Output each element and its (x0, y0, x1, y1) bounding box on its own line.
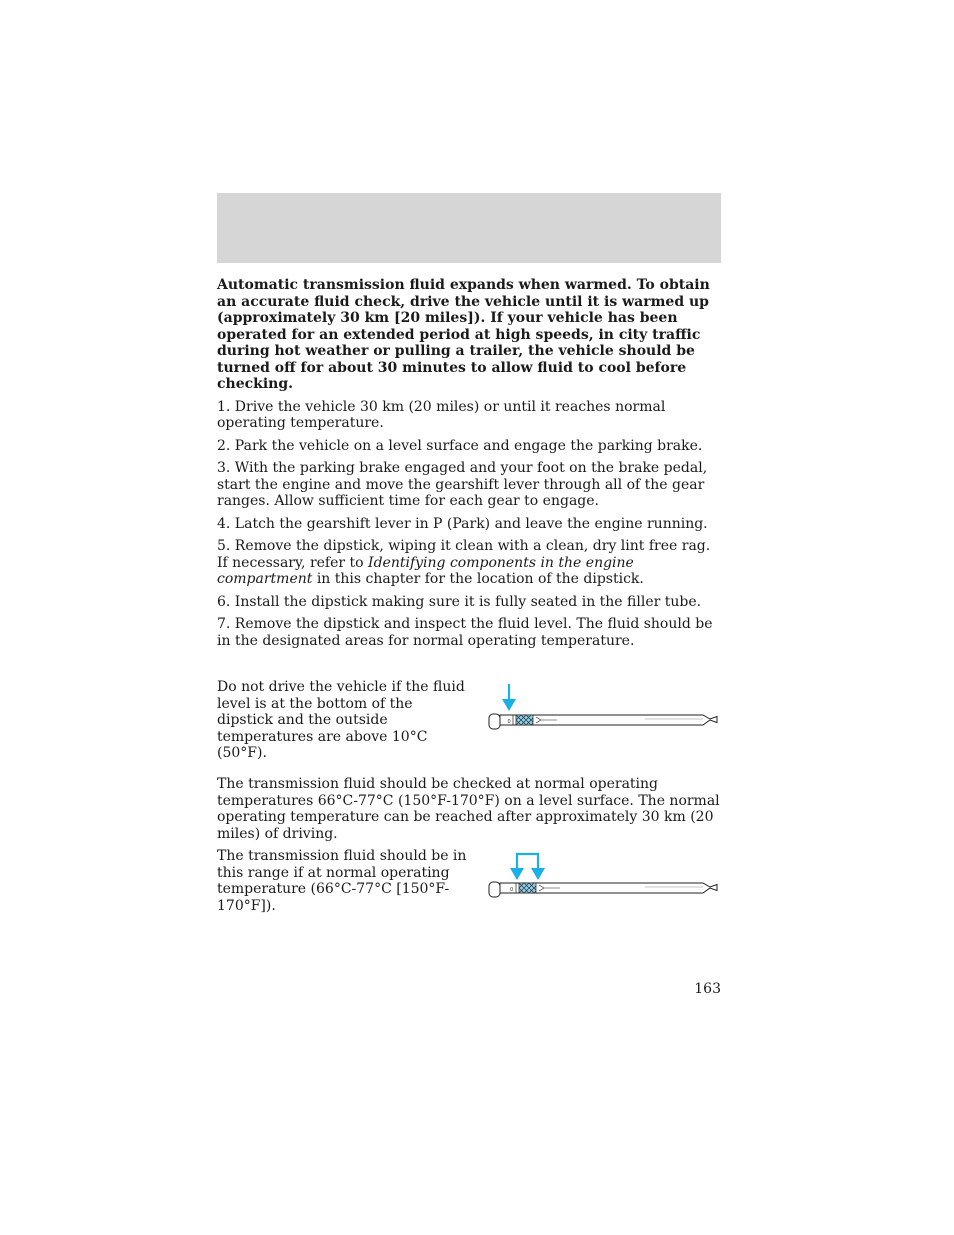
step-6: 6. Install the dipstick making sure it is fully seated in the filler tube. (217, 593, 702, 610)
section-header-band (217, 193, 721, 263)
normal-temperature-text: The transmission fluid should be checked at normal operating temperatures 66°C-77°C (150°F-170°F) on a level surface. The normal operating temperature can be reached after approximately 30 km (20 miles) of driving. (217, 776, 720, 842)
step-1: 1. Drive the vehicle 30 km (20 miles) or until it reaches normal operating temperature. (217, 398, 666, 431)
low-level-arrow-icon (502, 684, 516, 711)
svg-text:0: 0 (510, 887, 514, 893)
warning-text: Automatic transmission fluid expands when warmed. To obtain an accurate fluid check, drive the vehicle until it is warmed up (approximately 30 km [20 miles]). If your vehicle has been operated for an extended period at high speeds, in city traffic during hot weather or pulling a trailer, the vehicle should be turned off for about 30 minutes to allow fluid to cool before checking. (217, 277, 710, 392)
step-5-text-end: in this chapter for the location of the dipstick. (312, 571, 644, 587)
dipstick-low-diagram (485, 683, 725, 733)
figure-normal-range-caption: The transmission fluid should be in this range if at normal operating temperature (66°C-77°C [150°F-170°F]). (217, 848, 467, 914)
figure-low-level (217, 679, 723, 761)
main-content (217, 277, 723, 655)
step-5-text: 5. Remove the dipstick, wiping it clean with a clean, dry lint free rag. If necessary, refer to (217, 538, 711, 571)
step-5 (217, 538, 723, 588)
step-3: 3. With the parking brake engaged and your foot on the brake pedal, start the engine and move the gearshift lever through all of the gear ranges. Allow sufficient time for each gear to engage. (217, 460, 708, 509)
step-7: 7. Remove the dipstick and inspect the fluid level. The fluid should be in the designated areas for normal operating temperature. (217, 616, 713, 649)
figure-normal-range (217, 848, 723, 918)
svg-text:0: 0 (507, 719, 511, 725)
step-2: 2. Park the vehicle on a level surface and engage the parking brake. (217, 437, 703, 454)
normal-range-bracket-arrows-icon (510, 854, 545, 880)
page-number: 163 (694, 981, 721, 997)
dipstick-icon (489, 882, 717, 897)
dipstick-icon (489, 714, 717, 729)
step-5-reference: Identifying components in the engine compartment (217, 554, 634, 587)
dipstick-normal-diagram (485, 852, 725, 902)
figure-low-level-caption: Do not drive the vehicle if the fluid level is at the bottom of the dipstick and the outside temperatures are above 10°C (50°F). (217, 679, 465, 761)
step-4: 4. Latch the gearshift lever in P (Park) and leave the engine running. (217, 515, 708, 532)
